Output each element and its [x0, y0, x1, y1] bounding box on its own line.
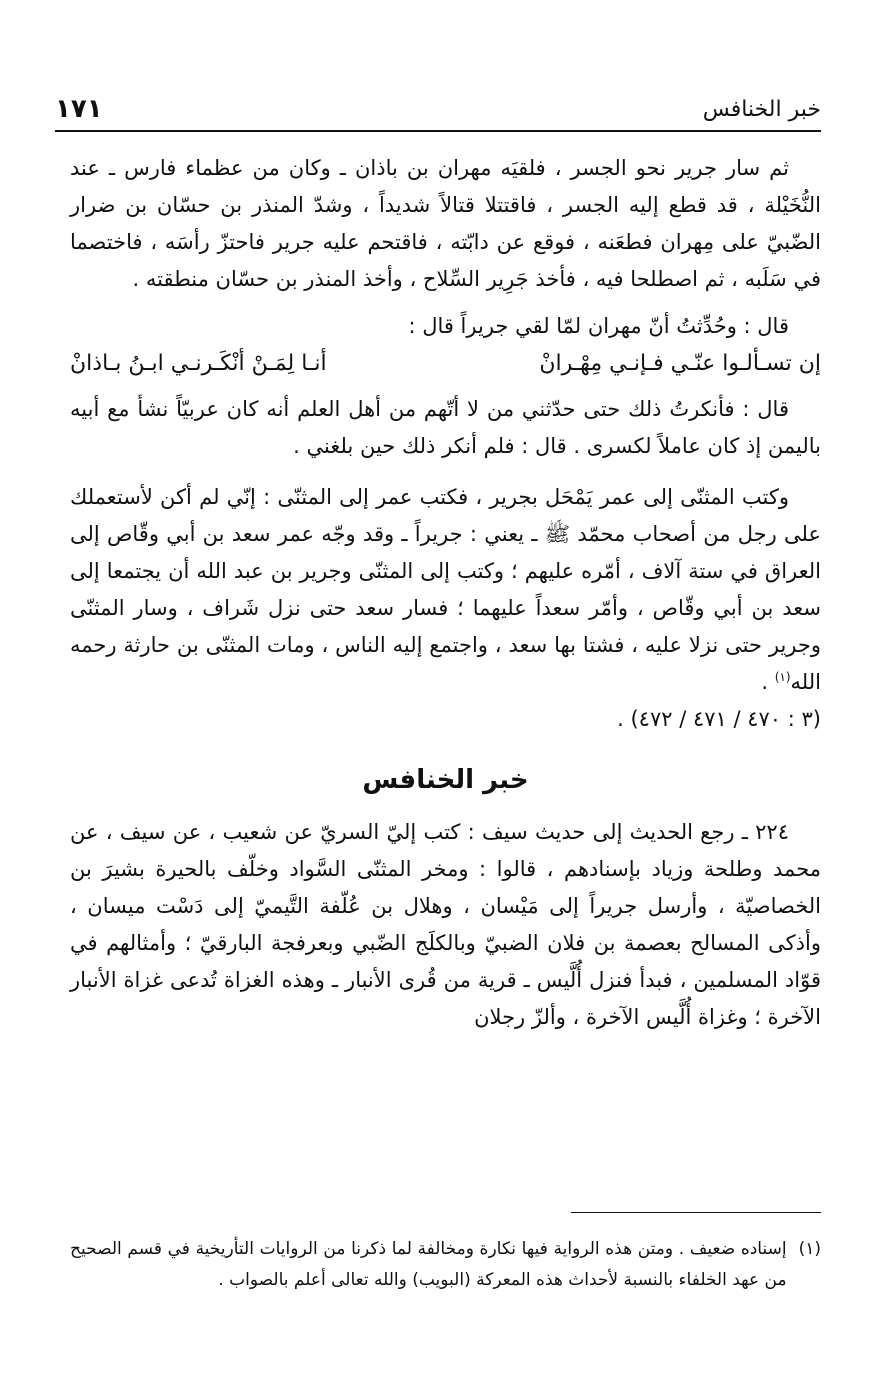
verse-first-hemistich: إن تسـألـوا عنّـي فـإنـي مِهْـرانْ: [539, 351, 821, 376]
source-reference: (٣ : ٤٧٠ / ٤٧١ / ٤٧٢) .: [617, 707, 821, 731]
paragraph-2: قال : وحُدِّثتُ أنّ مهران لمّا لقي جريراً قال :: [408, 314, 789, 338]
section-title: خبر الخنافس: [362, 765, 529, 795]
paragraph-5: ٢٢٤ ـ رجع الحديث إلى حديث سيف : كتب إليّ السريّ عن شعيب ، عن سيف ، عن محمد وطلحة وزياد بإسنادهم ، قالوا : ومخر المثنّى السَّواد وخلّف بالحيرة بشيرَ بن الخصاصيّة ، وأرسل جريراً إلى مَيْسان ، وهلال بن عُلّفة التَّيميّ إلى دَسْت ميسان ، وأذكى المسالح بعصمة بن فلان الضبيّ وبالكلَج الضّبي وبعرفجة البارقيّ ؛ وأمثالهم في قوّاد المسلمين ، فبدأ فنزل أُلَّيس ـ قرية من قُرى الأنبار ـ وهذه الغزاة تُدعى غزاة الأنبار الآخرة ؛ وغزاة أُلَّيس الآخرة ، وألزّ رجلان: [70, 820, 821, 1029]
footnote-text: إسناده ضعيف . ومتن هذه الرواية فيها نكارة ومخالفة لما ذكرنا من الروايات التأريخية في قسم الصحيح من عهد الخلفاء بالنسبة لأحداث هذه المعركة (البويب) والله تعالى أعلم بالصواب .: [70, 1239, 787, 1290]
verse-second-hemistich: أنـا لِمَـنْ أنْكَـرنـي ابـنُ بـاذانْ: [70, 351, 327, 376]
running-title: خبر الخنافس: [702, 97, 821, 122]
page-header: [55, 86, 821, 132]
paragraph-4: [70, 479, 821, 701]
footnote-marker[interactable]: (١): [774, 670, 791, 684]
footnote: [70, 1234, 821, 1296]
paragraph-4-text: وكتب المثنّى إلى عمر يَمْحَل بجرير ، فكتب عمر إلى المثنّى : إنّي لم أكن لأستعملك على رجل من أصحاب محمّد ﷺ ـ يعني : جريراً ـ وقد وجّه عمر سعد بن أبي وقّاص إلى العراق في ستة آلاف ، أمّره عليهم ؛ وكتب إلى المثنّى وجرير بن عبد الله أن يجتمعا إلى سعد بن أبي وقّاص ، وأمّر سعداً عليهما ؛ فسار سعد حتى نزل شَراف ، وسار المثنّى وجرير حتى نزلا عليه ، فشتا بها سعد ، واجتمع إليه الناس ، ومات المثنّى بن حارثة رحمه الله: [70, 485, 821, 694]
page-number: ١٧١: [55, 94, 103, 124]
paragraph-1: ثم سار جرير نحو الجسر ، فلقيَه مهران بن باذان ـ وكان من عظماء فارس ـ عند النُّخَيْلة ، قد قطع إليه الجسر ، فاقتتلا قتالاً شديداً ، وشدّ المنذر بن حسّان بن ضرار الضّبيّ على مِهران فطعَنه ، فوقع عن دابّته ، فاقتحم عليه جرير فاحتزّ رأسَه ، فاختصما في سَلَبه ، ثم اصطلحا فيه ، فأخذ جَرِير السِّلاح ، وأخذ المنذر بن حسّان منطقته .: [70, 156, 821, 291]
footnote-number: (١): [798, 1239, 821, 1259]
page-body: [70, 150, 821, 1036]
paragraph-4-end: .: [761, 670, 769, 694]
poem-verse: [70, 345, 821, 383]
footnote-divider: [571, 1212, 821, 1213]
paragraph-3: قال : فأنكرتُ ذلك حتى حدّثني من لا أتّهم من أهل العلم أنه كان عربيّاً نشأ مع أبيه باليمن إذ كان عاملاً لكسرى . قال : فلم أنكر ذلك حين بلغني .: [70, 397, 821, 458]
